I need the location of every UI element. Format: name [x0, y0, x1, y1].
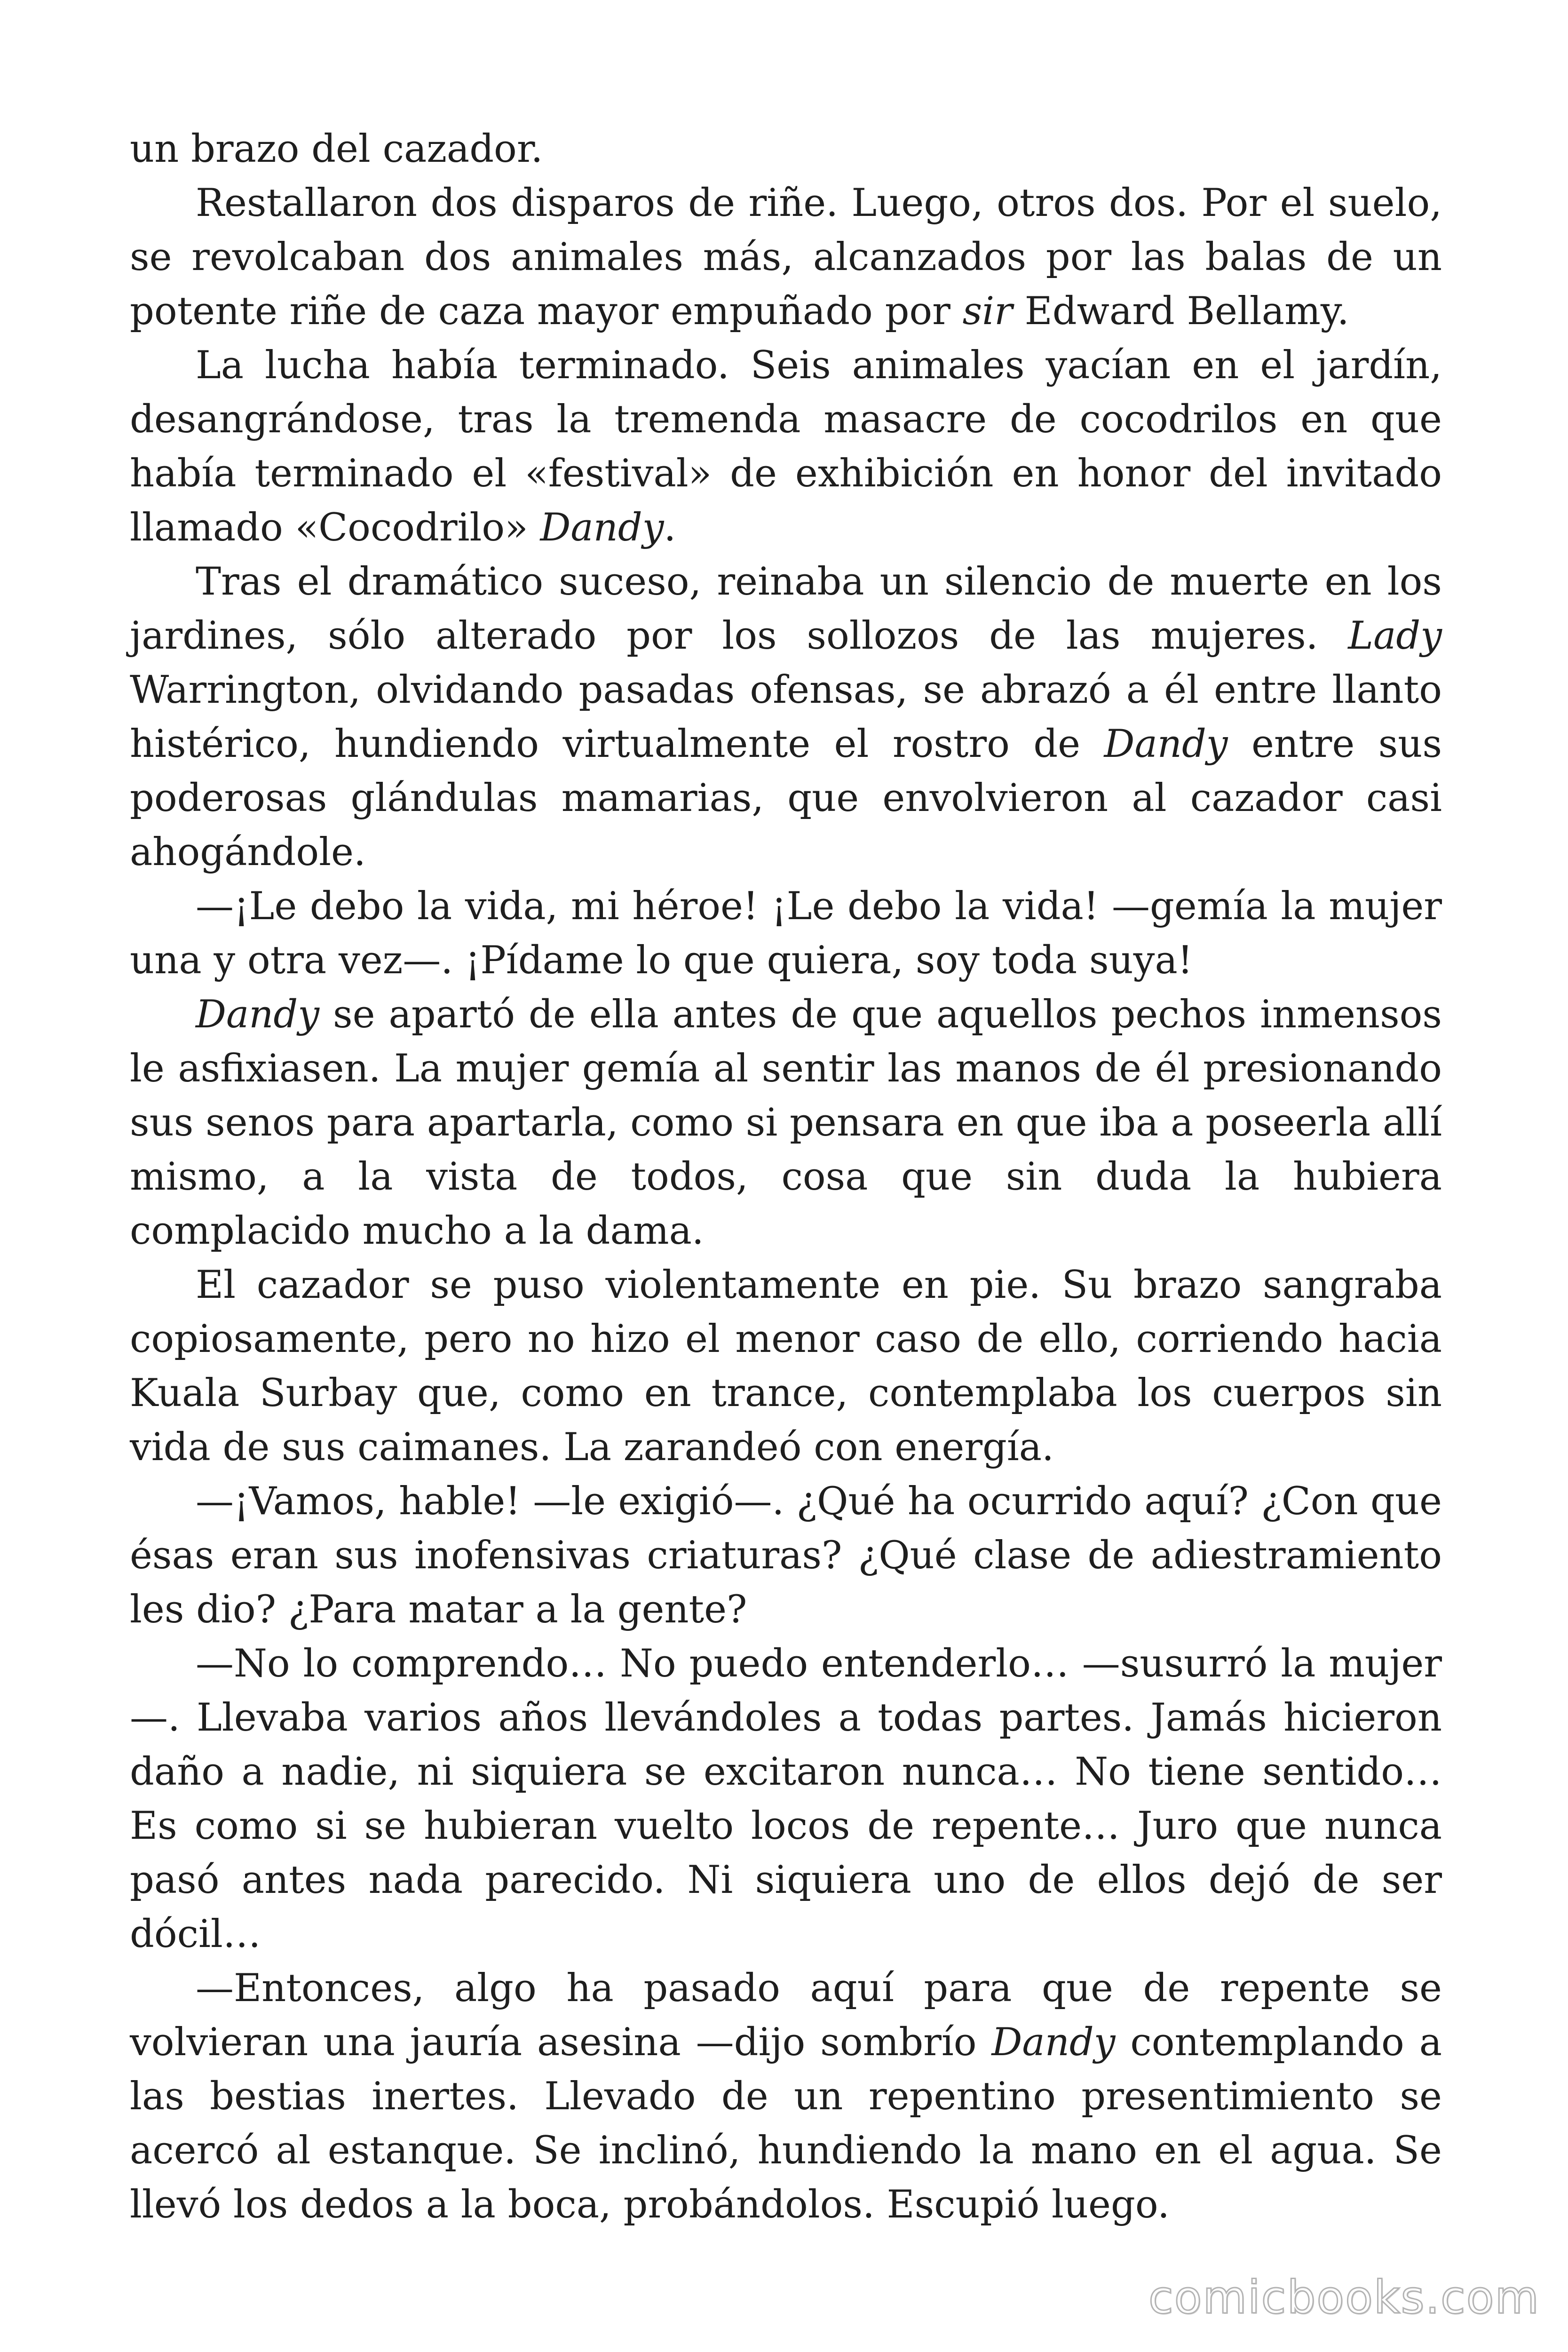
- paragraph: [130, 339, 1442, 555]
- paragraph: [130, 880, 1442, 988]
- text-run: se apartó de ella antes de que aquellos pechos inmensos le asfixiasen. La mujer gemía al sentir las manos de él presionando sus senos para apartarla, como si pensara en que iba a poseerla allí mismo, a la vista de todos, cosa que sin duda la hubiera complacido mucho a la dama.: [130, 993, 1442, 1253]
- italic-text: Dandy: [1104, 722, 1228, 766]
- text-run: entre sus poderosas glándulas mamarias, que envolvieron al cazador casi ahogándole.: [130, 722, 1442, 874]
- watermark: comicbooks.com: [1148, 2271, 1540, 2324]
- paragraph: [130, 1637, 1442, 1962]
- text-run: contemplando a las bestias inertes. Llevado de un repentino presentimiento se acercó al estanque. Se inclinó, hundiendo la mano en el agua. Se llevó los dedos a la boca, probándolos. Escupió luego.: [130, 2020, 1442, 2227]
- italic-text: Dandy: [991, 2020, 1116, 2065]
- paragraph: [130, 122, 1442, 176]
- italic-text: Dandy: [196, 993, 320, 1037]
- paragraph: [130, 988, 1442, 1258]
- text-run: Restallaron dos disparos de riñe. Luego, otros dos. Por el suelo, se revolcaban dos animales más, alcanzados por las balas de un potente riñe de caza mayor empuñado por: [130, 181, 1442, 334]
- paragraph: [130, 555, 1442, 880]
- text-run: —No lo comprendo… No puedo entenderlo… —susurró la mujer —. Llevaba varios años llevándoles a todas partes. Jamás hicieron daño a nadie, ni siquiera se excitaron nunca… No tiene sentido… Es como si se hubieran vuelto locos de repente… Juro que nunca pasó antes nada parecido. Ni siquiera uno de ellos dejó de ser dócil…: [130, 1642, 1442, 1956]
- text-run: un brazo del cazador.: [130, 127, 543, 171]
- text-run: La lucha había terminado. Seis animales yacían en el jardín, desangrándose, tras la tremenda masacre de cocodrilos en que había terminado el «festival» de exhibición en honor del invitado llamado «Cocodrilo»: [130, 343, 1442, 550]
- text-run: Edward Bellamy.: [1012, 289, 1349, 334]
- text-run: Warrington, olvidando pasadas ofensas, se abrazó a él entre llanto histérico, hundiendo virtualmente el rostro de: [130, 668, 1442, 766]
- text-run: —¡Le debo la vida, mi héroe! ¡Le debo la vida! —gemía la mujer una y otra vez—. ¡Pídame lo que quiera, soy toda suya!: [130, 884, 1442, 983]
- text-run: Tras el dramático suceso, reinaba un silencio de muerte en los jardines, sólo alterado por los sollozos de las mujeres.: [130, 560, 1442, 658]
- body-text: [130, 122, 1442, 2232]
- paragraph: [130, 1962, 1442, 2232]
- text-run: —¡Vamos, hable! —le exigió—. ¿Qué ha ocurrido aquí? ¿Con que ésas eran sus inofensivas criaturas? ¿Qué clase de adiestramiento les dio? ¿Para matar a la gente?: [130, 1479, 1442, 1632]
- text-run: —Entonces, algo ha pasado aquí para que de repente se volvieran una jauría asesina —dijo sombrío: [130, 1966, 1442, 2065]
- paragraph: [130, 1475, 1442, 1637]
- text-run: .: [664, 506, 676, 550]
- text-run: El cazador se puso violentamente en pie. Su brazo sangraba copiosamente, pero no hizo el menor caso de ello, corriendo hacia Kuala Surbay que, como en trance, contemplaba los cuerpos sin vida de sus caimanes. La zarandeó con energía.: [130, 1263, 1442, 1470]
- italic-text: Lady: [1348, 614, 1442, 658]
- italic-text: sir: [962, 289, 1013, 334]
- paragraph: [130, 1258, 1442, 1475]
- italic-text: Dandy: [540, 506, 664, 550]
- paragraph: [130, 176, 1442, 339]
